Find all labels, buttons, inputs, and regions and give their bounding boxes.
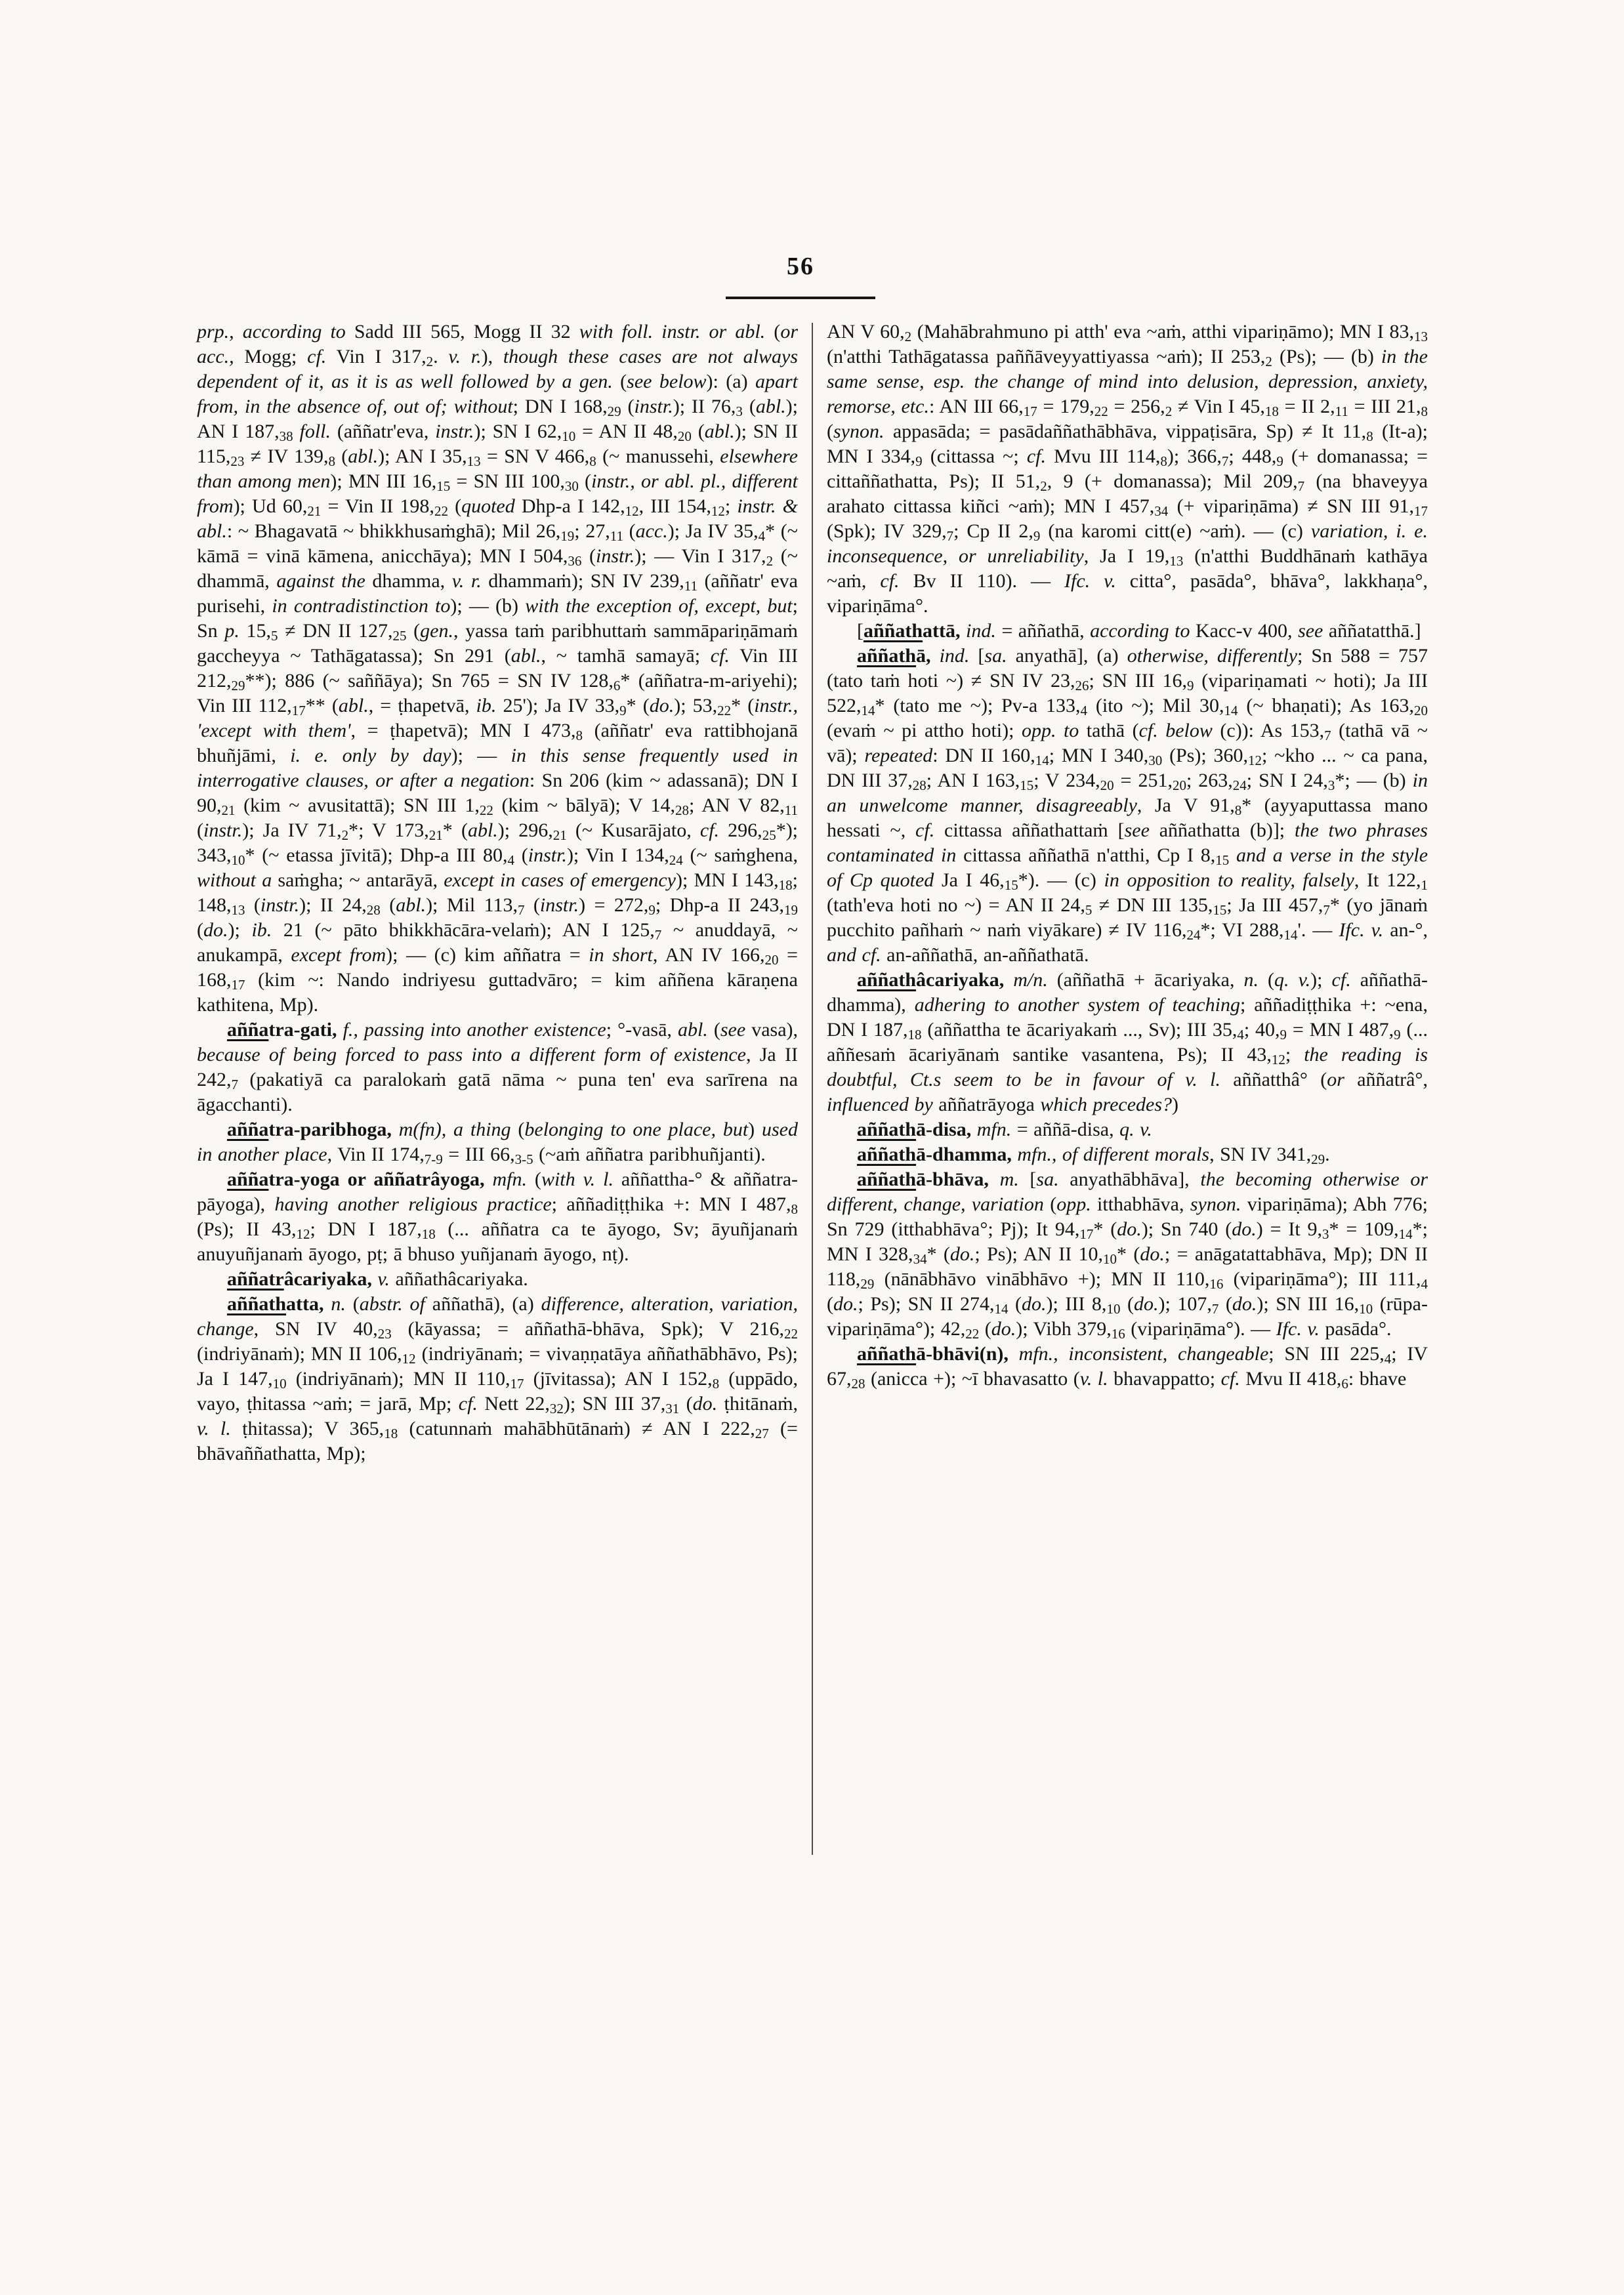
dictionary-entry-continuation — [197, 320, 798, 1018]
entry-headword: aññathā-bhāva, — [857, 1168, 989, 1190]
bracket-open: [ — [857, 620, 864, 642]
entry-headword: aññathatta, — [227, 1293, 324, 1315]
dictionary-entry — [827, 968, 1428, 1117]
entry-body-text: m. [sa. anyathābhāva], the becoming otherwise or different, change, variation (opp. itthabhāva, synon. vipariṇāma); Abh 776; Sn 729 (itthabhāva°; Pj); It $94,_{17}*$ (do.); Sn 740 (do.) = It $9,_3* = 109,_{14}*$; MN I $328,_{34}*$ (do.; Ps); AN II $10,_{10}*$ (do.; = anāgatattabhāva, Mp); DN II $118,_{29}$ (nānābhāvo vinābhāvo +); MN II $110,_{16}$ (vipariṇāma°); III $111,_4$ (do.; Ps); SN II $274,_{14}$ (do.); III $8,_{10}$ (do.); $107,_7$ (do.); SN III $16,_{10}$ (rūpa-vipariṇāma°); $42,_{22}$ (do.); Vibh $379,_{16}$ (vipariṇāma°). — Ifc. v. pasāda°. — [827, 1168, 1428, 1342]
left-column — [197, 320, 798, 1466]
entry-body-text: ind. = aññathā, according to Kacc-v 400, see aññatatthā.] — [966, 620, 1421, 642]
dictionary-entry — [827, 1342, 1428, 1392]
entry-headword: aññatrâcariyaka, — [227, 1268, 372, 1290]
dictionary-entry — [827, 619, 1428, 644]
entry-body-text: mfn. (with v. l. aññattha-° & aññatra-pāyoga), having another religious practice; aññadiṭṭhika +: MN I $487,_8$ (Ps); II $43,_{12}$; DN I $187,_{18}$ (... aññatra ca te āyogo, Sv; āyuñjanaṁ anuyuñjanaṁ āyogo, pṭ; ā bhuso yuñjanaṁ āyogo, nṭ). — [197, 1168, 799, 1265]
entry-headword: aññathattā, — [864, 620, 961, 642]
dictionary-entry-continuation — [827, 320, 1428, 619]
entry-body-text: v. aññathâcariyaka. — [377, 1268, 528, 1290]
dictionary-entry — [197, 1117, 798, 1167]
header-rule — [726, 297, 875, 299]
entry-headword: aññathā-bhāvi(n), — [857, 1343, 1009, 1365]
dictionary-entry — [197, 1167, 798, 1267]
entry-headword: aññathâcariyaka, — [857, 969, 1005, 991]
entry-body-text: AN V $60,_2$ (Mahābrahmuno pi atth' eva ~aṁ, atthi vipariṇāmo); MN I $83,_{13}$ (n'atthi Tathāgatassa paññāveyyattiyassa ~aṁ); II $253,_2$ (Ps); — (b) in the same sense, esp. the change of mind into delusion, depression, anxiety, remorse, etc.: AN III $66,_{17} = 179,_{22} = 256,_2$ ≠ Vin I $45,_{18}$ = II $2,_{11}$ = III $21,_8$ (synon. appasāda; = pasādaññathābhāva, vippaṭisāra, Sp) ≠ It $11,_8$ (It-a); MN I $334,_9$ (cittassa ~; cf. Mvu III $114,_8$); $366,_7$; $448,_9$ (+ domanassa; = cittaññathatta, Ps); II $51,_2$, 9 (+ domanassa); Mil $209,_7$ (na bhaveyya arahato cittassa kiñci ~aṁ); MN I $457,_{34}$ (+ vipariṇāma) ≠ SN III $91,_{17}$ (Spk); IV $329,_7$; Cp II $2,_9$ (na karomi citt(e) ~aṁ). — (c) variation, i. e. inconsequence, or unreliability, Ja I $19,_{13}$ (n'atthi Buddhānaṁ kathāya ~aṁ, cf. Bv II 110). — Ifc. v. citta°, pasāda°, bhāva°, lakkhaṇa°, vipariṇāma°. — [827, 321, 1428, 617]
entry-headword: aññathā-dhamma, — [857, 1144, 1012, 1165]
entry-headword: aññathā-disa, — [857, 1119, 972, 1140]
entry-body-text: mfn., inconsistent, changeable; SN III $225,_4$; IV $67,_{28}$ (anicca +); ~ī bhavasatto (v. l. bhavappatto; cf. Mvu II $418,_6$: bhave — [827, 1343, 1428, 1392]
column-divider-line — [812, 323, 813, 1855]
right-column — [827, 320, 1428, 1392]
entry-body-text: mfn., of different morals, SN IV $341,_{29}$. — [1017, 1144, 1330, 1167]
entry-body-text: ind. [sa. anyathā], (a) otherwise, differently; Sn 588 = 757 (tato taṁ hoti ~) ≠ SN IV $23,_{26}$; SN III $16,_9$ (vipariṇamati ~ hoti); Ja III $522,_{14}*$ (tato me ~); Pv-a $133,_4$ (ito ~); Mil $30,_{14}$ (~ bhaṇati); As $163,_{20}$ (evaṁ ~ pi attho hoti); opp. to tathā (cf. below (c)): As $153,_7$ (tathā vā ~ vā); repeated: DN II $160,_{14}$; MN I $340,_{30}$ (Ps); $360,_{12}$; ~kho ... ~ ca pana, DN III $37,_{28}$; AN I $163,_{15}$; V $234,_{20} = 251,_{20}$; $263,_{24}$; SN I $24,_3*$; — (b) in an unwelcome manner, disagreeably, Ja V $91,_8*$ (ayyaputtassa mano hessati ~, cf. cittassa aññathattaṁ [see aññathatta (b)]; the two phrases contaminated in cittassa aññathā n'atthi, Cp I $8,_{15}$ and a verse in the style of Cp quoted Ja I $46,_{15}*$). — (c) in opposition to reality, falsely, It $122,_1$ (tath'eva hoti no ~) = AN II $24,_5$ ≠ DN III $135,_{15}$; Ja III $457,_7*$ (yo jānaṁ pucchito pañhaṁ ~ naṁ viyākare) ≠ IV $116,_{24}*$; VI $288,_{14}'$. — Ifc. v. an-°, and cf. an-aññathā, an-aññathatā. — [827, 645, 1428, 966]
entry-headword: aññatra-yoga or aññatrâyoga, — [227, 1168, 485, 1190]
entry-headword: aññathā, — [857, 645, 931, 667]
entry-headword: aññatra-gati, — [227, 1019, 337, 1041]
dictionary-entry — [197, 1018, 798, 1117]
entry-body-text: prp., according to Sadd III 565, Mogg II 32 with foll. instr. or abl. (or acc., Mogg; cf. Vin I $317,_2$. v. r.), though these cases are not always dependent of it, as it is as well followed by a gen. (see below): (a) apart from, in the absence of, out of; without; DN I $168,_{29}$ (instr.); II $76,_3$ (abl.); AN I $187,_{38}$ foll. (aññatr'eva, instr.); SN I $62,_{10}$ = AN II $48,_{20}$ (abl.); SN II $115,_{23}$ ≠ IV $139,_8$ (abl.); AN I $35,_{13}$ = SN V $466,_8$ (~ manussehi, elsewhere than among men); MN III $16,_{15}$ = SN III $100,_{30}$ (instr., or abl. pl., different from); Ud $60,_{21}$ = Vin II $198,_{22}$ (quoted Dhp-a I $142,_{12}$, III $154,_{12}$; instr. & abl.: ~ Bhagavatā ~ bhikkhusaṁghā); Mil $26,_{19}$; $27,_{11}$ (acc.); Ja IV $35,_4*$ (~ kāmā = vinā kāmena, anicchāya); MN I $504,_{36}$ (instr.); — Vin I $317,_2$ (~ dhammā, against the dhamma, v. r. dhammaṁ); SN IV $239,_{11}$ (aññatr' eva purisehi, in contradistinction to); — (b) with the exception of, except, but; Sn p. $15,_5$ ≠ DN II $127,_{25}$ (gen., yassa taṁ paribhuttaṁ sammāpariṇāmaṁ gaccheyya ~ Tathāgatassa); Sn 291 (abl., ~ tamhā samayā; cf. Vin III $212,_{29}**$); 886 (~ saññāya); Sn 765 = SN IV $128,_6*$ (aññatra-m-ariyehi); Vin III $112,_{17}**$ (abl., = ṭhapetvā, ib. 25'); Ja IV $33,_9*$ (do.); $53,_{22}*$ (instr., 'except with them', = ṭhapetvā); MN I $473,_8$ (aññatr' eva rattibhojanā bhuñjāmi, i. e. only by day); — in this sense frequently used in interrogative clauses, or after a negation: Sn 206 (kim ~ adassanā); DN I $90,_{21}$ (kim ~ avusitattā); SN III $1,_{22}$ (kim ~ bālyā); V $14,_{28}$; AN V $82,_{11}$ (instr.); Ja IV $71,_2*$; V $173,_{21}*$ (abl.); $296,_{21}$ (~ Kusarājato, cf. $296,_{25}*$); $343,_{10}*$ (~ etassa jīvitā); Dhp-a III $80,_4$ (instr.); Vin I $134,_{24}$ (~ saṁghena, without a saṁgha; ~ antarāyā, except in cases of emergency); MN I $143,_{18}$; $148,_{13}$ (instr.); II $24,_{28}$ (abl.); Mil $113,_7$ (instr.) = $272,_9$; Dhp-a II $243,_{19}$ (do.); ib. 21 (~ pāto bhikkhācāra-velaṁ); AN I $125,_7$ ~ anuddayā, ~ anukampā, except from); — (c) kim aññatra = in short, AN IV $166,_{20} = 168,_{17}$ (kim ~: Nando indriyesu guttadvāro; = kim aññena kāraṇena kathitena, Mp). — [197, 321, 799, 1016]
entry-body-text: mfn. = aññā-disa, q. v. — [976, 1119, 1152, 1140]
dictionary-entry — [827, 1142, 1428, 1167]
entry-body-text: f., passing into another existence; °-vasā, abl. (see vasa), because of being forced to pass into a different form of existence, Ja II $242,_7$ (pakatiyā ca paralokaṁ gatā nāma ~ puna ten' eva sarīrena na āgacchanti). — [197, 1019, 799, 1115]
entry-body-text: m/n. (aññathā + ācariyaka, n. (q. v.); cf. aññathā-dhamma), adhering to another system of teaching; aññadiṭṭhika +: ~ena, DN I $187,_{18}$ (aññattha te ācariyakaṁ ..., Sv); III $35,_4$; $40,_9$ = MN I $487,_9$ (... aññesaṁ ācariyānaṁ santike vasantena, Ps); II $43,_{12}$; the reading is doubtful, Ct.s seem to be in favour of v. l. aññatthâ° (or aññatrâ°, influenced by aññatrāyoga which precedes?) — [827, 969, 1428, 1115]
dictionary-entry — [827, 1117, 1428, 1142]
dictionary-entry — [827, 644, 1428, 968]
dictionary-entry — [197, 1292, 798, 1466]
dictionary-entry — [197, 1267, 798, 1292]
entry-body-text: n. (abstr. of aññathā), (a) difference, alteration, variation, change, SN IV $40,_{23}$ (kāyassa; = aññathā-bhāva, Spk); V $216,_{22}$ (indriyānaṁ); MN II $106,_{12}$ (indriyānaṁ; = vivaṇṇatāya aññathābhāvo, Ps); Ja I $147,_{10}$ (indriyānaṁ); MN II $110,_{17}$ (jīvitassa); AN I $152,_8$ (uppādo, vayo, ṭhitassa ~aṁ; = jarā, Mp; cf. Nett $22,_{32}$); SN III $37,_{31}$ (do. ṭhitānaṁ, v. l. ṭhitassa); V $365,_{18}$ (catunnaṁ mahābhūtānaṁ) ≠ AN I $222,_{27}$ (= bhāvaññathatta, Mp); — [197, 1293, 799, 1464]
page-number: 56 — [787, 253, 814, 280]
dictionary-entry — [827, 1167, 1428, 1342]
entry-headword: aññatra-paribhoga, — [227, 1119, 392, 1140]
entry-body-text: m(fn), a thing (belonging to one place, but) used in another place, Vin II $174,_{7-9}$ = III $66,_{3-5}$ (~aṁ aññatra paribhuñjanti). — [197, 1119, 798, 1167]
